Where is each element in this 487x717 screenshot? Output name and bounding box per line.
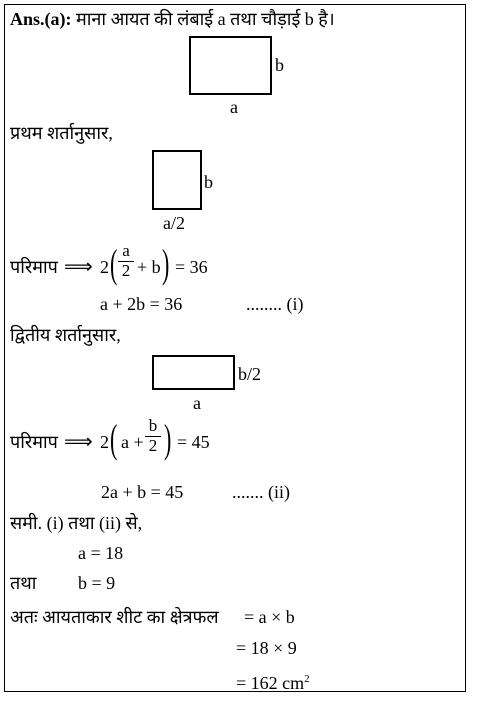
eq2-fraction	[145, 417, 161, 455]
eq2-left-paren: (	[110, 416, 118, 461]
rectangle-figure-3	[152, 355, 235, 390]
eq1-right-paren: )	[162, 241, 170, 286]
figure3-side-label: b/2	[238, 364, 262, 384]
perimeter-label-2: परिमाप	[10, 432, 58, 452]
eq1-fraction	[118, 242, 134, 280]
eq2-right-paren: )	[164, 416, 172, 461]
implies-arrow-2: ⟹	[64, 429, 93, 453]
rectangle-figure-2	[152, 150, 202, 210]
area-label: अतः आयताकार शीट का क्षेत्रफल	[10, 607, 219, 627]
eq2-frac-den: 2	[145, 436, 161, 455]
equation-1: a + 2b = 36	[100, 294, 183, 314]
condition1-heading: प्रथम शर्तानुसार,	[10, 123, 113, 143]
condition2-heading: द्वितीय शर्तानुसार,	[10, 325, 121, 345]
figure2-bottom-label: a/2	[163, 213, 185, 233]
answer-label: Ans.(a):	[10, 9, 72, 29]
implies-arrow-1: ⟹	[64, 254, 93, 278]
solution-and-word: तथा	[10, 573, 37, 593]
answer-statement: माना आयत की लंबाई a तथा चौड़ाई b है।	[76, 9, 335, 29]
area-expression: = a × b	[244, 607, 295, 627]
solution-a-value: a = 18	[78, 543, 124, 563]
solution-b-value: b = 9	[78, 573, 116, 593]
eq1-left-paren: (	[110, 241, 118, 286]
perimeter-label-1: परिमाप	[10, 257, 58, 277]
area-step: = 18 × 9	[236, 638, 297, 658]
equation-1-tag: ........ (i)	[246, 294, 304, 314]
area-unit-power: 2	[304, 673, 310, 685]
solution-from-text: समी. (i) तथा (ii) से,	[10, 513, 143, 533]
eq1-result: = 36	[175, 257, 208, 277]
eq2-frac-num: b	[148, 416, 158, 435]
answer-line	[10, 9, 335, 29]
area-result	[236, 669, 310, 693]
figure3-bottom-label: a	[193, 393, 201, 413]
eq2-lead-term: a +	[121, 432, 144, 452]
equation-2-tag: ....... (ii)	[232, 482, 290, 502]
eq1-coef: 2	[100, 257, 109, 277]
eq2-coef: 2	[100, 432, 109, 452]
eq1-plus-term: + b	[137, 257, 161, 277]
rectangle-figure-1	[189, 36, 272, 95]
equation-2: 2a + b = 45	[101, 482, 184, 502]
eq2-result: = 45	[177, 432, 210, 452]
figure1-side-label: b	[275, 55, 284, 75]
eq1-frac-den: 2	[118, 261, 134, 280]
figure2-side-label: b	[204, 172, 213, 192]
figure1-bottom-label: a	[230, 97, 238, 117]
eq1-frac-num: a	[122, 241, 130, 260]
area-result-value: = 162 cm	[236, 673, 305, 693]
